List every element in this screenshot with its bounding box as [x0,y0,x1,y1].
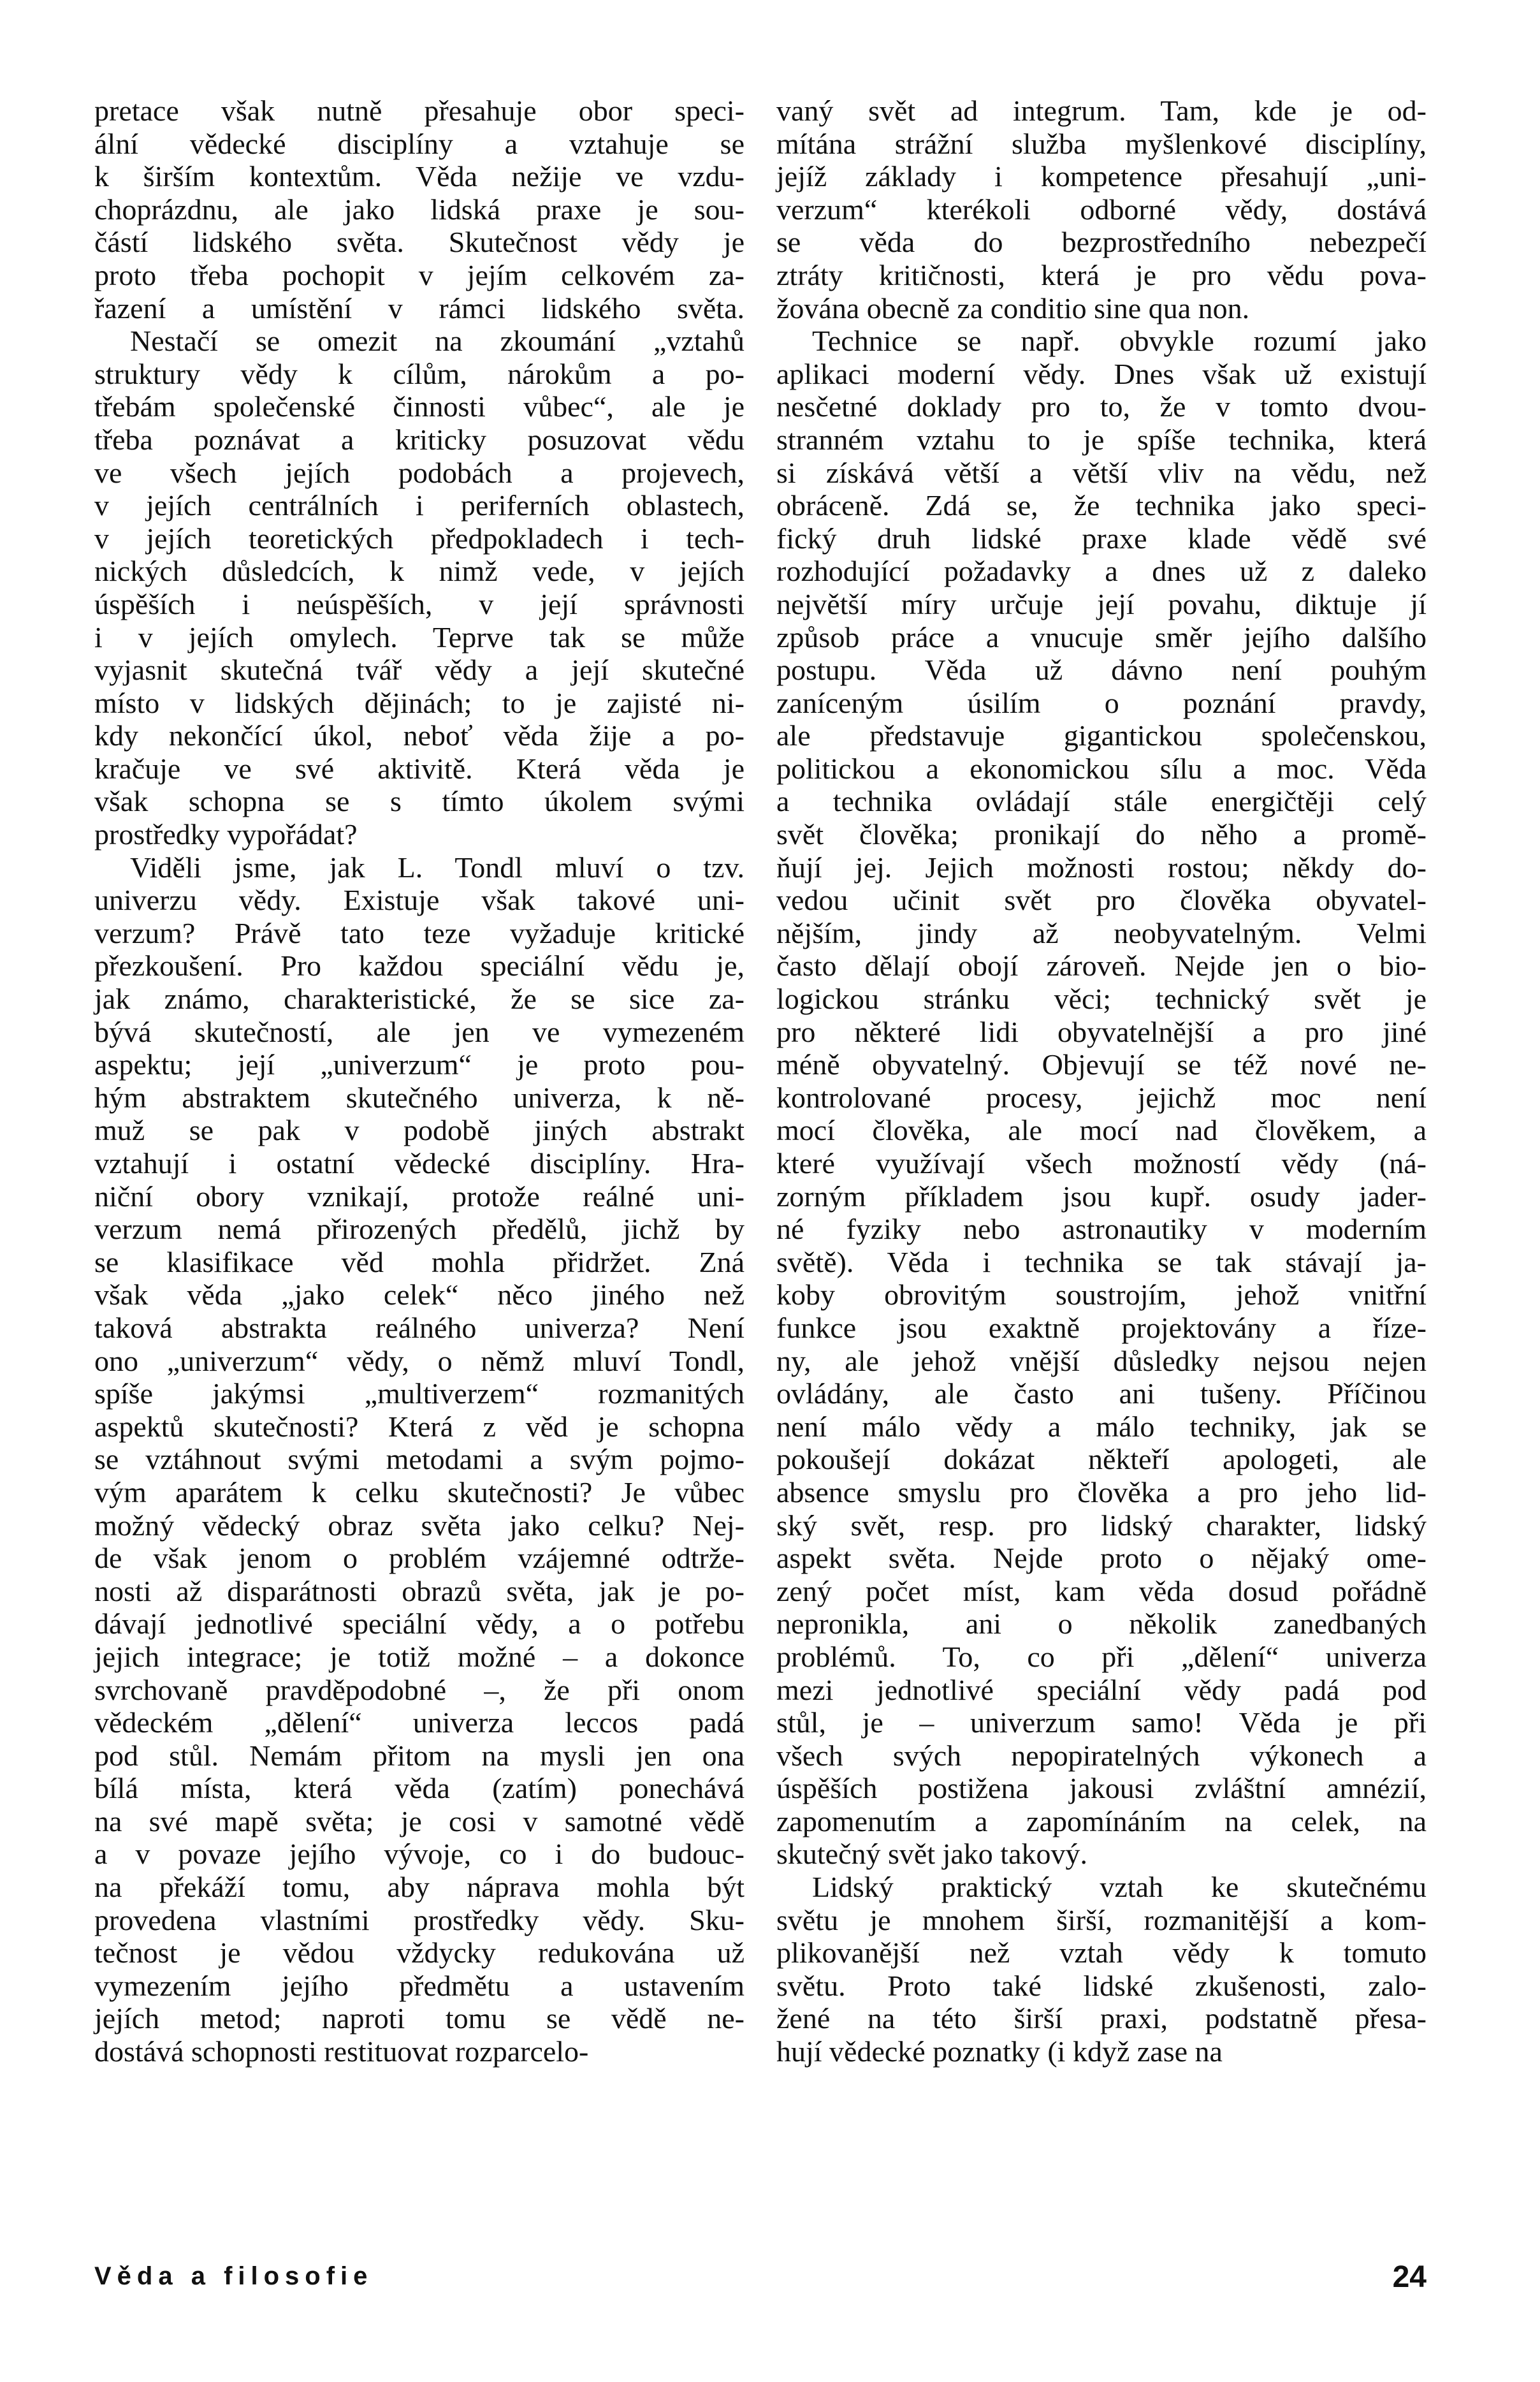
text-line: částí lidského světa. Skutečnost vědy je [94,226,745,259]
text-line: světu je mnohem širší, rozmanitější a kom- [776,1903,1427,1936]
text-line: jejich integrace; je totiž možné – a dokonce [94,1640,745,1673]
text-line: možný vědecký obraz světa jako celku? Nej- [94,1509,745,1542]
text-line: jejíž základy i kompetence přesahují „uni- [776,160,1427,193]
text-line: stranném vztahu to je spíše technika, která [776,423,1427,456]
text-line: spíše jakýmsi „multiverzem“ rozmanitých [94,1377,745,1410]
text-line: verzum nemá přirozených předělů, jichž by [94,1213,745,1246]
text-line: aspektu; její „univerzum“ je proto pou- [94,1048,745,1081]
text-line: se věda do bezprostředního nebezpečí [776,226,1427,259]
text-line: vymezením jejího předmětu a ustavením [94,1969,745,2002]
text-line: ský svět, resp. pro lidský charakter, lidský [776,1509,1427,1542]
text-line: nějším, jindy až neobyvatelným. Velmi [776,916,1427,949]
text-line: skutečný svět jako takový. [776,1838,1088,1871]
text-line: vyjasnit skutečná tvář vědy a její skutečné [94,654,745,687]
text-line: prostředky vypořádat? [94,818,358,851]
text-line: problémů. To, co při „dělení“ univerza [776,1640,1427,1673]
text-line: kdy nekončící úkol, neboť věda žije a po- [94,719,745,752]
text-line: ovládány, ale často ani tušeny. Příčinou [776,1377,1427,1410]
text-line: né fyziky nebo astronautiky v moderním [776,1213,1427,1246]
text-line: ve všech jejích podobách a projevech, [94,456,745,489]
text-line: a v povaze jejího vývoje, co i do budouc- [94,1838,745,1871]
text-line: bývá skutečností, ale jen ve vymezeném [94,1015,745,1048]
text-line: třebám společenské činnosti vůbec“, ale je [94,390,745,423]
text-line: zený počet míst, kam věda dosud pořádně [776,1574,1427,1607]
text-line: kračuje ve své aktivitě. Která věda je [94,752,745,785]
text-line: funkce jsou exaktně projektovány a říze- [776,1311,1427,1344]
text-line: aplikaci moderní vědy. Dnes však už existují [776,357,1427,390]
text-line: ny, ale jehož vnější důsledky nejsou nejen [776,1344,1427,1377]
text-line: žována obecně za conditio sine qua non. [776,291,1250,325]
text-line: verzum“ kterékoli odborné vědy, dostává [776,193,1427,226]
text-line: niční obory vznikají, protože reálné uni- [94,1180,745,1213]
text-line: přezkoušení. Pro každou speciální vědu je, [94,949,745,983]
text-line: pod stůl. Nemám přitom na mysli jen ona [94,1739,745,1772]
text-line: taková abstrakta reálného univerza? Není [94,1311,745,1344]
text-line: vědeckém „dělení“ univerza leccos padá [94,1706,745,1739]
text-line: kontrolované procesy, jejichž moc není [776,1081,1427,1114]
text-line: muž se pak v podobě jiných abstrakt [94,1114,745,1147]
text-line: nosti až disparátnosti obrazů světa, jak je po- [94,1574,745,1607]
text-line: dávají jednotlivé speciální vědy, a o potřebu [94,1607,745,1640]
text-line: hým abstraktem skutečného univerza, k ně- [94,1081,745,1114]
text-line: vým aparátem k celku skutečnosti? Je vůbec [94,1475,745,1509]
text-line: méně obyvatelný. Objevují se též nové ne- [776,1048,1427,1081]
text-line: vaný svět ad integrum. Tam, kde je od- [776,94,1427,127]
text-line: stůl, je – univerzum samo! Věda je při [776,1706,1427,1739]
text-line: nesčetné doklady pro to, že v tomto dvou- [776,390,1427,423]
text-line: postupu. Věda už dávno není pouhým [776,654,1427,687]
text-line: svět člověka; pronikají do něho a promě- [776,818,1427,851]
text-line: koby obrovitým soustrojím, jehož vnitřní [776,1278,1427,1312]
right-text-column [776,94,1427,2068]
text-line: a technika ovládají stále energičtěji celý [776,785,1427,818]
text-line: řazení a umístění v rámci lidského světa. [94,291,745,325]
text-line: i v jejích omylech. Teprve tak se může [94,620,745,654]
text-line: však věda „jako celek“ něco jiného než [94,1278,745,1312]
text-line: zorným příkladem jsou kupř. osudy jader- [776,1180,1427,1213]
text-line: ale představuje gigantickou společenskou, [776,719,1427,752]
text-line: největší míry určuje její povahu, diktuje jí [776,587,1427,620]
text-line: se vztáhnout svými metodami a svým pojmo- [94,1443,745,1476]
text-line: si získává větší a větší vliv na vědu, než [776,456,1427,489]
text-line: v jejích teoretických předpokladech i tech- [94,522,745,555]
text-line: choprázdnu, ale jako lidská praxe je sou- [94,193,745,226]
text-line: vedou učinit svět pro člověka obyvatel- [776,884,1427,917]
text-line: zapomenutím a zapomínáním na celek, na [776,1804,1427,1838]
text-line: pokoušejí dokázat někteří apologeti, ale [776,1443,1427,1476]
text-line: pretace však nutně přesahuje obor speci- [94,94,745,127]
text-line: plikovanější než vztah vědy k tomuto [776,1936,1427,1969]
text-line: jejích metod; naproti tomu se vědě ne- [94,2002,745,2035]
text-line: není málo vědy a málo techniky, jak se [776,1410,1427,1443]
text-line: struktury vědy k cílům, nárokům a po- [94,357,745,390]
page-number: 24 [1392,2260,1427,2294]
page-footer [94,2262,1427,2300]
text-line: světu. Proto také lidské zkušenosti, zalo- [776,1969,1427,2002]
text-line: aspekt světa. Nejde proto o nějaký ome- [776,1542,1427,1575]
text-line: hují vědecké poznatky (i když zase na [776,2035,1223,2068]
text-line: ální vědecké disciplíny a vztahuje se [94,127,745,160]
text-line: jak známo, charakteristické, že se sice za- [94,983,745,1016]
text-line: univerzu vědy. Existuje však takové uni- [94,884,745,917]
text-line: způsob práce a vnucuje směr jejího dalšího [776,620,1427,654]
text-line: často dělají obojí zároveň. Nejde jen o bio- [776,949,1427,983]
text-line: Nestačí se omezit na zkoumání „vztahů [130,325,745,358]
text-line: Technice se např. obvykle rozumí jako [812,325,1427,358]
text-line: logickou stránku věci; technický svět je [776,983,1427,1016]
text-line: na překáží tomu, aby náprava mohla být [94,1871,745,1904]
text-line: mezi jednotlivé speciální vědy padá pod [776,1673,1427,1706]
text-line: rozhodující požadavky a dnes už z daleko [776,555,1427,588]
text-line: Lidský praktický vztah ke skutečnému [812,1871,1427,1904]
text-line: na své mapě světa; je cosi v samotné vědě [94,1804,745,1838]
text-line: k širším kontextům. Věda nežije ve vzdu- [94,160,745,193]
text-line: dostává schopnosti restituovat rozparcelo- [94,2035,589,2068]
text-line: v jejích centrálních i periferních oblastech, [94,489,745,522]
text-line: žené na této širší praxi, podstatně přesa- [776,2002,1427,2035]
text-line: všech svých nepopiratelných výkonech a [776,1739,1427,1772]
text-line: bílá místa, která věda (zatím) ponechává [94,1772,745,1805]
text-line: pro některé lidi obyvatelnější a pro jiné [776,1015,1427,1048]
text-line: obráceně. Zdá se, že technika jako speci- [776,489,1427,522]
text-line: proto třeba pochopit v jejím celkovém za- [94,258,745,291]
text-line: ňují jej. Jejich možnosti rostou; někdy do- [776,851,1427,884]
text-line: svrchovaně pravděpodobné –, že při onom [94,1673,745,1706]
text-line: úspěších i neúspěších, v její správnosti [94,587,745,620]
text-line: verzum? Právě tato teze vyžaduje kritické [94,916,745,949]
text-line: úspěších postižena jakousi zvláštní amnézií, [776,1772,1427,1805]
text-line: Viděli jsme, jak L. Tondl mluví o tzv. [130,851,745,884]
text-line: mítána strážní služba myšlenkové disciplíny, [776,127,1427,160]
text-line: však schopna se s tímto úkolem svými [94,785,745,818]
text-line: zaníceným úsilím o poznání pravdy, [776,686,1427,719]
text-line: vztahují i ostatní vědecké disciplíny. Hra- [94,1147,745,1180]
text-line: nických důsledcích, k nimž vede, v jejích [94,555,745,588]
text-line: ztráty kritičnosti, která je pro vědu pova- [776,258,1427,291]
text-line: místo v lidských dějinách; to je zajisté ni- [94,686,745,719]
text-line: mocí člověka, ale mocí nad člověkem, a [776,1114,1427,1147]
text-line: tečnost je vědou vždycky redukována už [94,1936,745,1969]
text-line: aspektů skutečnosti? Která z věd je schopna [94,1410,745,1443]
text-line: které využívají všech možností vědy (ná- [776,1147,1427,1180]
text-line: světě). Věda i technika se tak stávají ja- [776,1245,1427,1278]
text-line: se klasifikace věd mohla přidržet. Zná [94,1245,745,1278]
text-line: nepronikla, ani o několik zanedbaných [776,1607,1427,1640]
text-line: třeba poznávat a kriticky posuzovat vědu [94,423,745,456]
text-line: absence smyslu pro člověka a pro jeho lid- [776,1475,1427,1509]
left-text-column [94,94,745,2068]
text-line: fický druh lidské praxe klade vědě své [776,522,1427,555]
text-line: politickou a ekonomickou sílu a moc. Věda [776,752,1427,785]
text-line: ono „univerzum“ vědy, o němž mluví Tondl, [94,1344,745,1377]
text-line: provedena vlastními prostředky vědy. Sku- [94,1903,745,1936]
running-title: Věda a filosofie [94,2262,374,2290]
text-line: de však jenom o problém vzájemné odtrže- [94,1542,745,1575]
